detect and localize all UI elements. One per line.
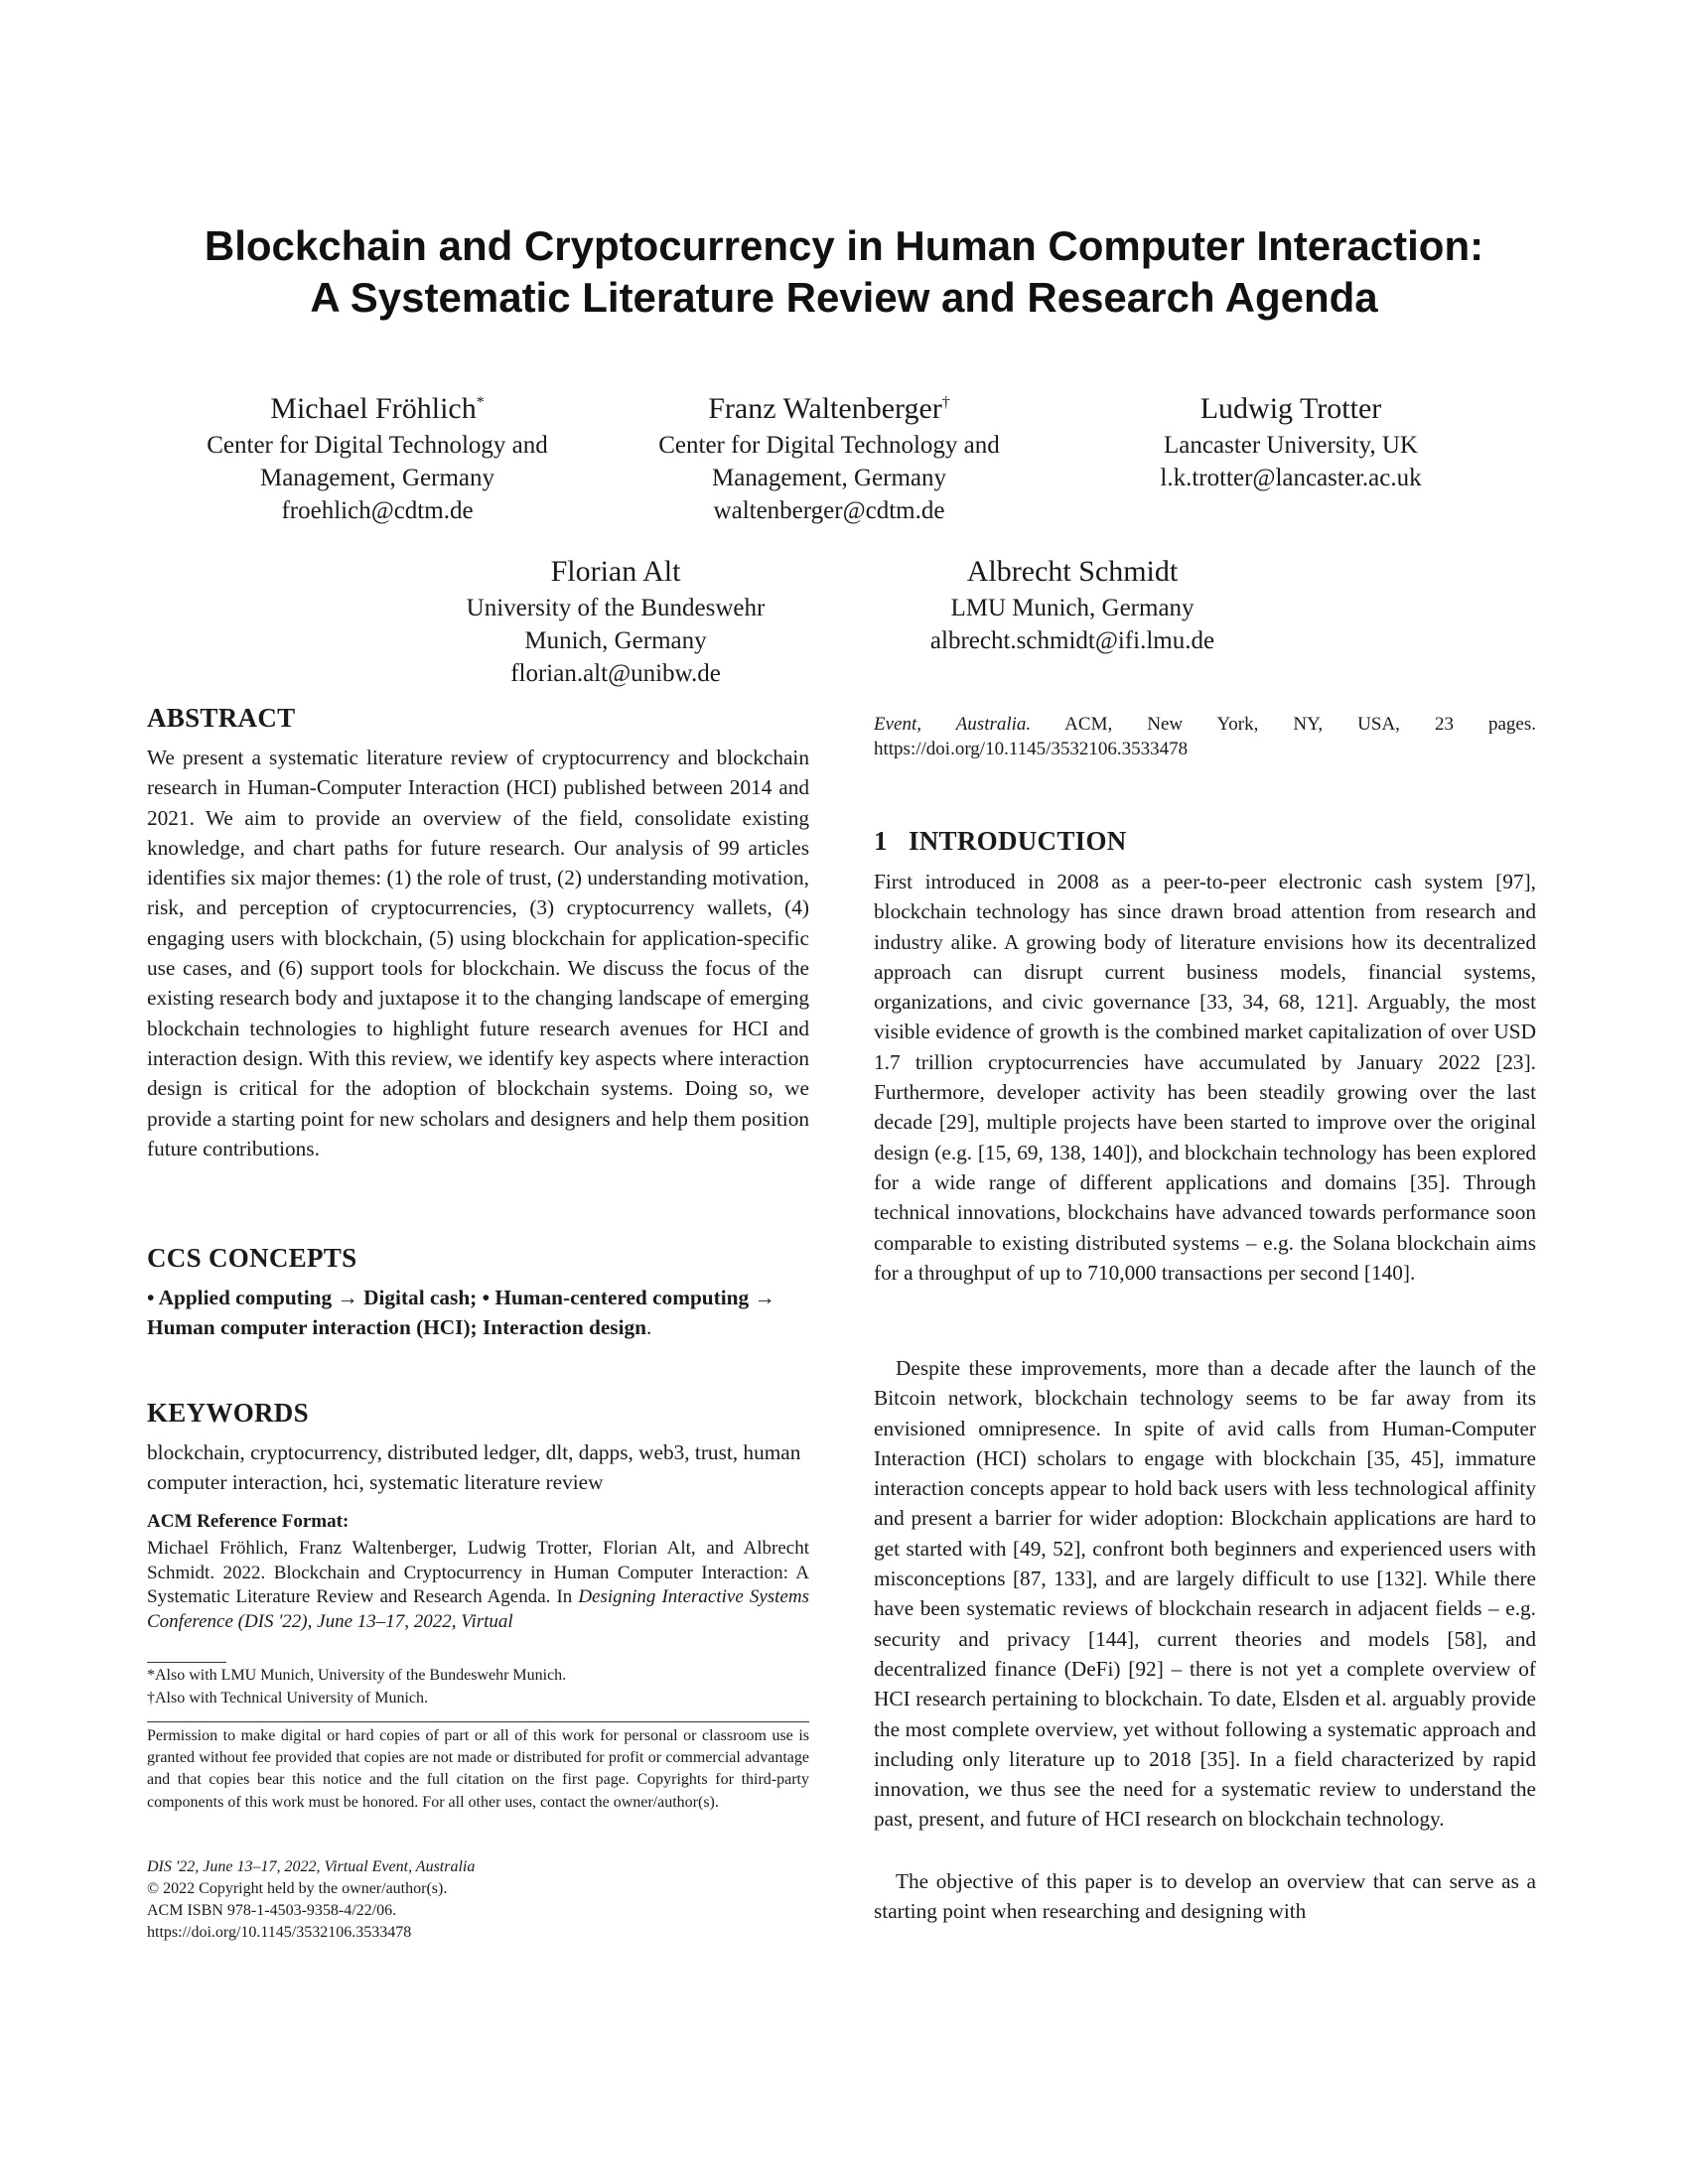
- footnote-rule: [147, 1662, 226, 1663]
- title-line-2: A Systematic Literature Review and Research Agenda: [310, 274, 1378, 321]
- author-3: [1092, 389, 1489, 494]
- paper-title: [99, 220, 1589, 324]
- author-affiliation: Center for Digital Technology and: [207, 432, 548, 459]
- permission-rule: [147, 1721, 809, 1722]
- footnote-2: †Also with Technical University of Munich.: [147, 1690, 428, 1706]
- author-affiliation: LMU Munich, Germany: [950, 595, 1195, 621]
- permission-copyright: © 2022 Copyright held by the owner/author(s).: [147, 1880, 448, 1897]
- abstract-heading: ABSTRACT: [147, 703, 296, 733]
- author-email[interactable]: waltenberger@cdtm.de: [713, 497, 945, 524]
- keywords-text: blockchain, cryptocurrency, distributed ledger, dlt, dapps, web3, trust, human computer interaction, hci, systematic literature review: [147, 1440, 801, 1495]
- author-affiliation: University of the Bundeswehr: [466, 595, 766, 621]
- intro-paragraph-3: The objective of this paper is to develop an overview that can serve as a starting point when researching and designing with: [874, 1869, 1536, 1924]
- permission-isbn: ACM ISBN 978-1-4503-9358-4/22/06.: [147, 1902, 397, 1919]
- author-2: [631, 389, 1028, 527]
- title-line-1: Blockchain and Cryptocurrency in Human Computer Interaction:: [204, 222, 1484, 269]
- author-mark: *: [476, 394, 485, 411]
- author-name: Franz Waltenberger: [708, 392, 942, 425]
- author-1: [179, 389, 576, 527]
- permission-conference: DIS '22, June 13–17, 2022, Virtual Event, Australia: [147, 1858, 476, 1875]
- author-mark: †: [941, 394, 950, 411]
- author-4: [417, 552, 814, 690]
- author-name: Florian Alt: [550, 555, 681, 588]
- author-affiliation: Munich, Germany: [524, 627, 707, 654]
- acm-reference-venue: Designing Interactive Systems Conference (DIS '22), June 13–17, 2022, Virtual: [147, 1586, 809, 1632]
- acm-reference-body: Michael Fröhlich, Franz Waltenberger, Ludwig Trotter, Florian Alt, and Albrecht Schmidt. 2022. Blockchain and Cryptocurrency in Human Computer Interaction: A Systematic Literature Review and Research Agenda. In: [147, 1538, 809, 1607]
- intro-paragraph-2: Despite these improvements, more than a decade after the launch of the Bitcoin network, blockchain technology seems to be far away from its envisioned omnipresence. In spite of avid calls from Human-Computer Interaction (HCI) scholars to engage with blockchain [35, 45], immature interaction concepts appear to hold back users with less technological affinity and present a barrier for wider adoption: Blockchain applications are hard to get started with [49, 52], confront both beginners and experienced users with misconceptions [87, 133], and are largely difficult to use [132]. While there have been systematic reviews of blockchain research in adjacent fields – e.g. security and privacy [144], current theories and models [58], and decentralized finance (DeFi) [92] – there is not yet a complete overview of HCI research pertaining to blockchain. To date, Elsden et al. arguably provide the most complete overview, yet without following a systematic approach and including only literature up to 2018 [35]. In a field characterized by rapid innovation, we thus see the need for a systematic review to understand the past, present, and future of HCI research on blockchain technology.: [874, 1356, 1536, 1832]
- permission-doi[interactable]: https://doi.org/10.1145/3532106.3533478: [147, 1924, 412, 1941]
- acm-reference-text: [147, 1537, 809, 1634]
- acm-reference-continued: [874, 713, 1536, 761]
- author-name: Michael Fröhlich: [270, 392, 477, 425]
- author-name: Ludwig Trotter: [1199, 392, 1382, 425]
- author-affiliation: Center for Digital Technology and: [658, 432, 1000, 459]
- keywords-heading: KEYWORDS: [147, 1398, 309, 1428]
- author-affiliation: Lancaster University, UK: [1164, 432, 1418, 459]
- ccs-concepts-bold: • Applied computing → Digital cash; • Human-centered computing → Human computer interaction (HCI); Interaction design: [147, 1286, 775, 1340]
- author-affiliation: Management, Germany: [711, 465, 947, 491]
- ccs-concepts-end: .: [646, 1315, 652, 1340]
- acm-reference-heading: ACM Reference Format:: [147, 1511, 350, 1532]
- author-email[interactable]: l.k.trotter@lancaster.ac.uk: [1160, 465, 1422, 491]
- abstract-text: We present a systematic literature review of cryptocurrency and blockchain research in Human-Computer Interaction (HCI) published between 2014 and 2021. We aim to provide an overview of the field, consolidate existing knowledge, and chart paths for future research. Our analysis of 99 articles identifies six major themes: (1) the role of trust, (2) understanding motivation, risk, and perception of cryptocurrencies, (3) cryptocurrency wallets, (4) engaging users with blockchain, (5) using blockchain for application-specific use cases, and (6) support tools for blockchain. We discuss the focus of the existing research body and juxtapose it to the changing landscape of emerging blockchain technologies to highlight future research avenues for HCI and interaction design. With this review, we identify key aspects where interaction design is critical for the adoption of blockchain systems. Doing so, we provide a starting point for new scholars and designers and help them position future contributions.: [147, 746, 809, 1160]
- intro-paragraph-1: First introduced in 2008 as a peer-to-peer electronic cash system [97], blockchain technology has since drawn broad attention from research and industry alike. A growing body of literature envisions how its decentralized approach can disrupt current business models, financial systems, organizations, and civic governance [33, 34, 68, 121]. Arguably, the most visible evidence of growth is the combined market capitalization of over USD 1.7 trillion cryptocurrencies have accumulated by January 2022 [23]. Furthermore, developer activity has been steadily growing over the last decade [29], multiple projects have been started to improve over the original design (e.g. [15, 69, 138, 140]), and blockchain technology has been explored for a wide range of different applications and domains [35]. Through technical innovations, blockchains have advanced towards performance soon comparable to existing distributed systems – e.g. the Solana blockchain aims for a throughput of up to 710,000 transactions per second [140].: [874, 870, 1536, 1285]
- acm-reference-venue-cont: Event, Australia.: [874, 714, 1032, 735]
- permission-notice: Permission to make digital or hard copies of part or all of this work for personal or classroom use is granted without fee provided that copies are not made or distributed for profit or commercial advantage and that copies bear this notice and the full citation on the first page. Copyrights for third-party components of this work must be honored. For all other uses, contact the owner/author(s).: [147, 1727, 809, 1811]
- acm-reference-tail: ACM, New York, NY, USA, 23 pages. https://doi.org/10.1145/3532106.3533478: [874, 714, 1537, 759]
- author-affiliation: Management, Germany: [259, 465, 495, 491]
- author-email[interactable]: florian.alt@unibw.de: [510, 660, 721, 687]
- footnote-1: *Also with LMU Munich, University of the Bundeswehr Munich.: [147, 1667, 567, 1684]
- ccs-concepts: [147, 1283, 809, 1343]
- author-name: Albrecht Schmidt: [966, 555, 1179, 588]
- intro-heading: 1 INTRODUCTION: [874, 826, 1127, 856]
- author-5: [874, 552, 1271, 657]
- author-email[interactable]: albrecht.schmidt@ifi.lmu.de: [929, 627, 1215, 654]
- author-email[interactable]: froehlich@cdtm.de: [281, 497, 474, 524]
- ccs-heading: CCS CONCEPTS: [147, 1243, 357, 1273]
